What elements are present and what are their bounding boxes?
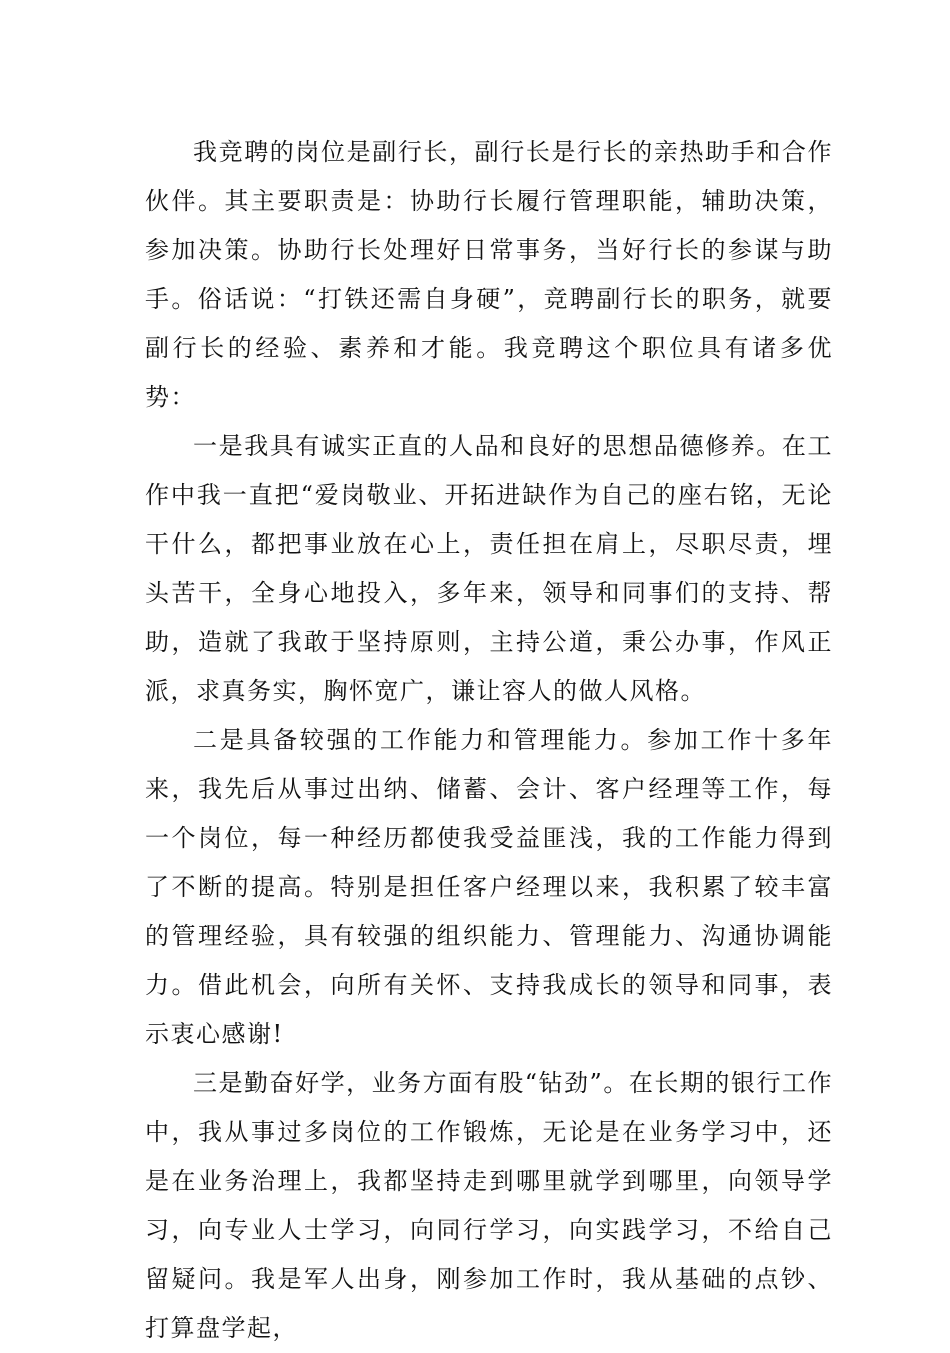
document-body [145,128,833,1353]
paragraph-3: 二是具备较强的工作能力和管理能力。参加工作十多年来，我先后从事过出纳、储蓄、会计、客户经理等工作，每一个岗位，每一种经历都使我受益匪浅，我的工作能力得到了不断的提高。特别是担任客户经理以来，我积累了较丰富的管理经验，具有较强的组织能力、管理能力、沟通协调能力。借此机会，向所有关怀、支持我成长的领导和同事，表示衷心感谢! [145,726,833,1048]
paragraph-4: 三是勤奋好学，业务方面有股“钻劲”。在长期的银行工作中，我从事过多岗位的工作锻炼，无论是在业务学习中，还是在业务治理上，我都坚持走到哪里就学到哪里，向领导学习，向专业人士学习，向同行学习，向实践学习，不给自己留疑问。我是军人出身，刚参加工作时，我从基础的点钞、打算盘学起， [145,1069,833,1342]
paragraph-1: 我竞聘的岗位是副行长，副行长是行长的亲热助手和合作伙伴。其主要职责是：协助行长履行管理职能，辅助决策，参加决策。协助行长处理好日常事务，当好行长的参谋与助手。俗话说：“打铁还需自身硬”，竞聘副行长的职务，就要副行长的经验、素养和才能。我竞聘这个职位具有诸多优势： [145,138,833,411]
paragraph-2: 一是我具有诚实正直的人品和良好的思想品德修养。在工作中我一直把“爱岗敬业、开拓进缺作为自己的座右铭，无论干什么，都把事业放在心上，责任担在肩上，尽职尽责，埋头苦干，全身心地投入，多年来，领导和同事们的支持、帮助，造就了我敢于坚持原则，主持公道，秉公办事，作风正派，求真务实，胸怀宽广，谦让容人的做人风格。 [145,432,833,705]
